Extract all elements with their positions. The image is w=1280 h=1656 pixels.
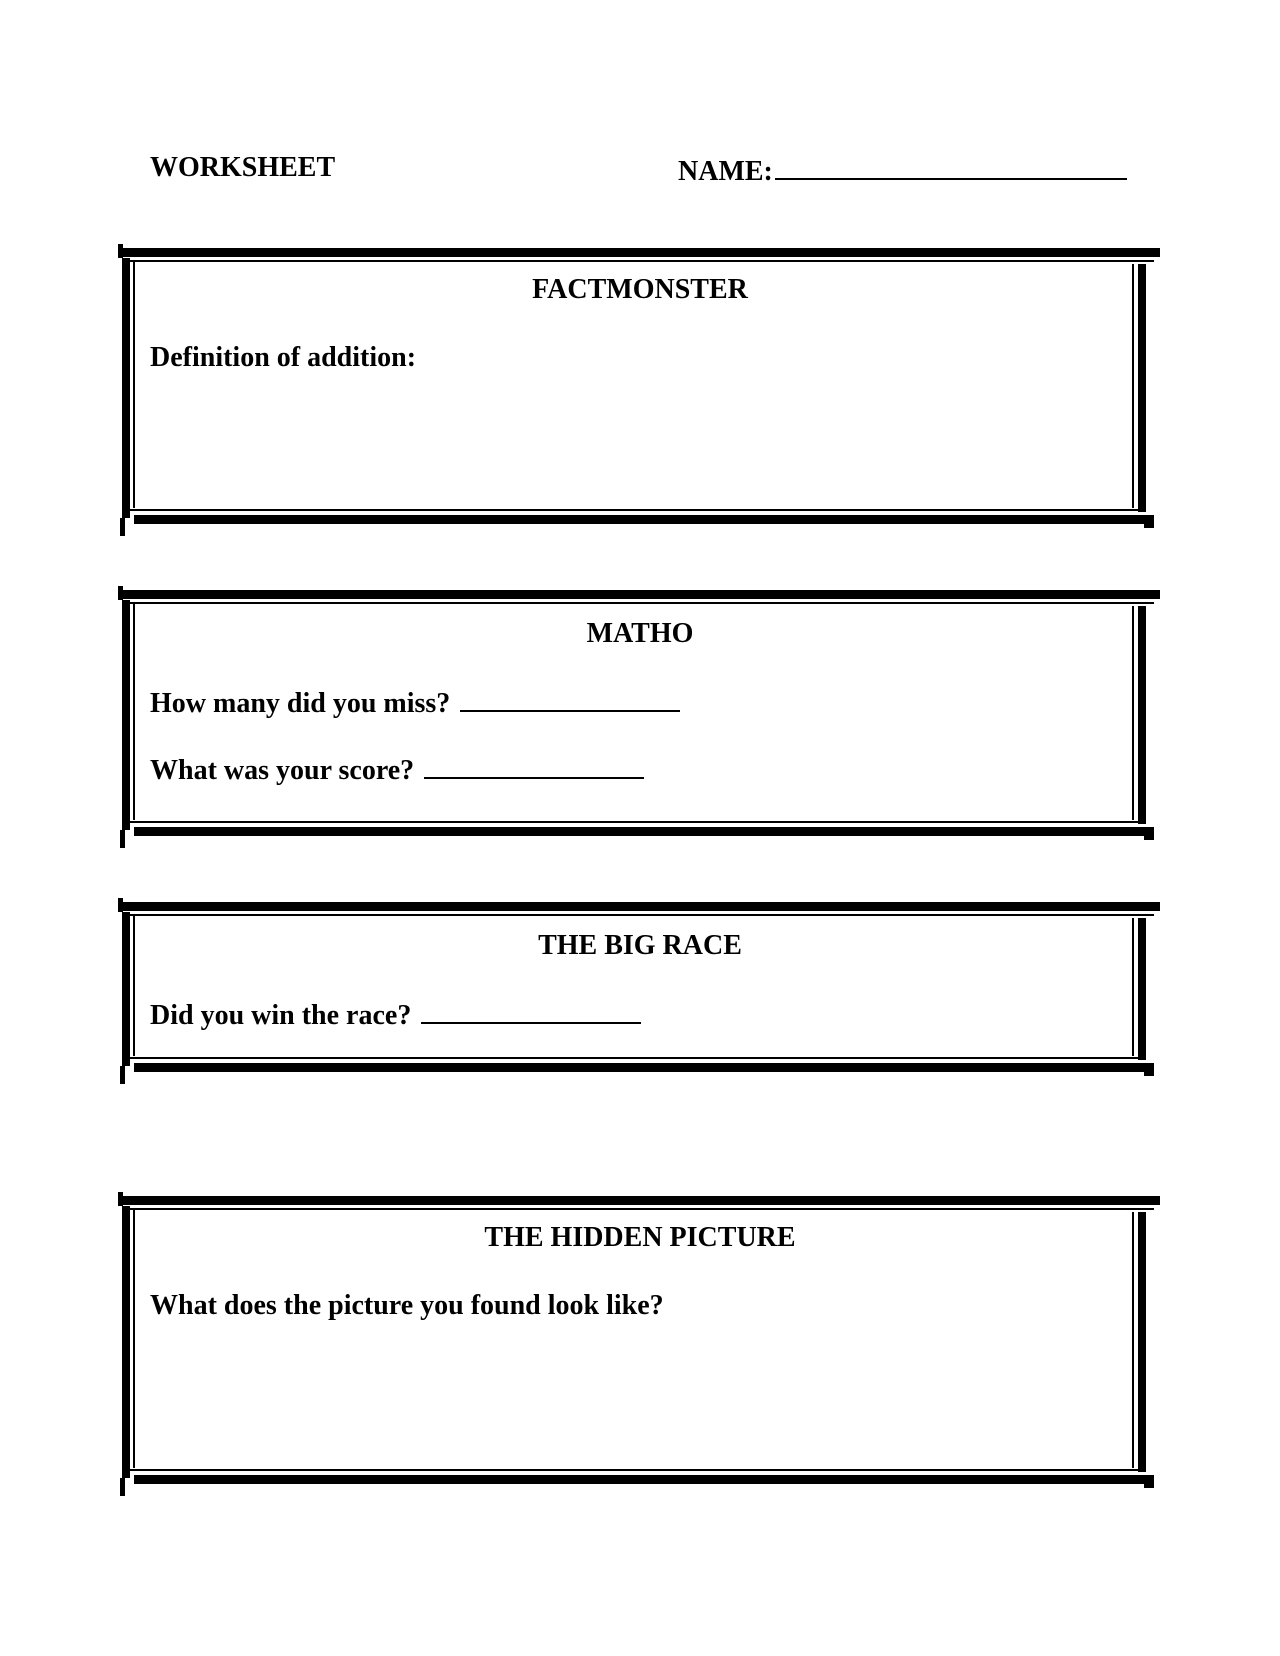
box-corner-tick [118, 586, 123, 600]
box-border-bottom-inner [128, 821, 1144, 823]
race-question-label: Did you win the race? [150, 1000, 412, 1031]
box-border-top-inner [126, 602, 1154, 604]
name-field [678, 150, 1127, 190]
box-border-bottom [134, 1475, 1154, 1484]
hidden-picture-section [120, 1196, 1160, 1484]
box-corner-foot [120, 518, 125, 536]
name-blank-line[interactable] [775, 150, 1127, 180]
box-corner-foot-right [1144, 522, 1154, 528]
box-border-bottom-inner [128, 1057, 1144, 1059]
box-border-bottom [134, 515, 1154, 524]
box-border-top-inner [126, 914, 1154, 916]
definition-prompt: Definition of addition: [150, 342, 417, 373]
box-border-bottom [134, 1063, 1154, 1072]
score-question [150, 751, 644, 789]
box-border-top-inner [126, 1208, 1154, 1210]
box-border-top-inner [126, 260, 1154, 262]
box-corner-tick [118, 898, 123, 912]
section-title: THE BIG RACE [538, 930, 742, 961]
box-border-bottom-inner [128, 509, 1144, 511]
box-corner-tick [118, 1192, 123, 1206]
matho-section [120, 590, 1160, 836]
section-title: MATHO [586, 618, 694, 649]
box-border-top [120, 590, 1160, 599]
box-border-bottom [134, 827, 1154, 836]
box-corner-foot [120, 1066, 125, 1084]
box-border-top [120, 1196, 1160, 1205]
box-corner-foot-right [1144, 834, 1154, 840]
missed-answer-blank[interactable] [460, 684, 680, 712]
box-corner-foot-right [1144, 1482, 1154, 1488]
box-corner-tick [118, 244, 123, 258]
missed-question [150, 684, 680, 722]
box-corner-foot-right [1144, 1070, 1154, 1076]
race-answer-blank[interactable] [421, 996, 641, 1024]
section-title: FACTMONSTER [532, 274, 748, 305]
box-border-top [120, 902, 1160, 911]
picture-prompt: What does the picture you found look like? [150, 1290, 664, 1321]
worksheet-title: WORKSHEET [150, 152, 336, 183]
race-question [150, 996, 641, 1034]
missed-question-label: How many did you miss? [150, 688, 451, 719]
box-border-top [120, 248, 1160, 257]
score-question-label: What was your score? [150, 755, 415, 786]
box-border-bottom-inner [128, 1469, 1144, 1471]
score-answer-blank[interactable] [424, 751, 644, 779]
factmonster-section [120, 248, 1160, 524]
big-race-section [120, 902, 1160, 1072]
name-label: NAME: [678, 156, 773, 187]
box-corner-foot [120, 830, 125, 848]
box-corner-foot [120, 1478, 125, 1496]
section-title: THE HIDDEN PICTURE [484, 1222, 796, 1253]
